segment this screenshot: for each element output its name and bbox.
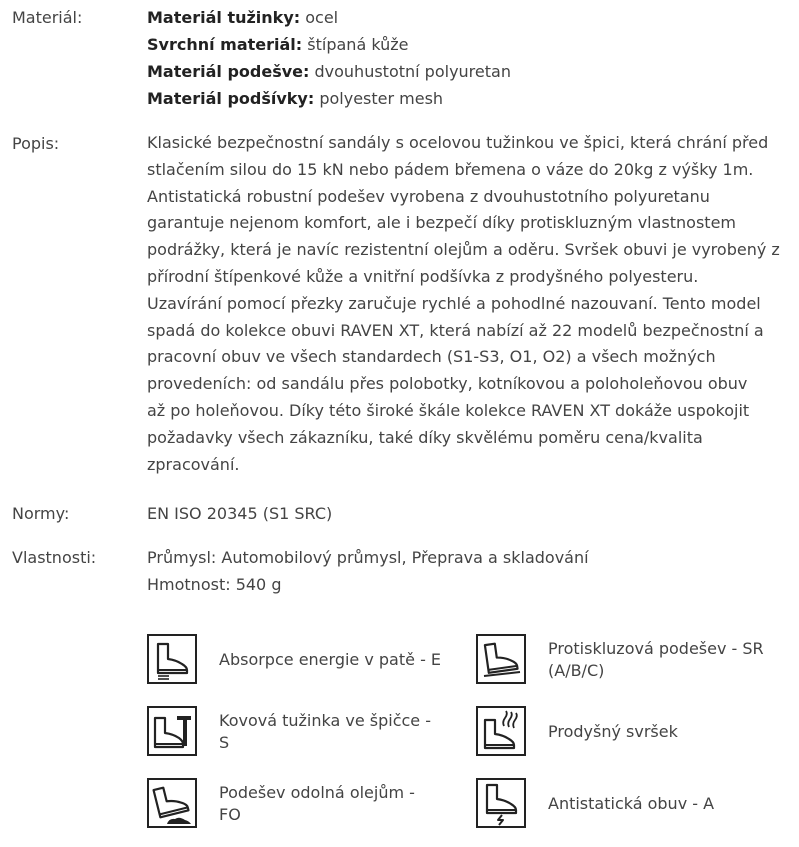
feature-line: FO	[219, 805, 241, 824]
material-item-value: dvouhustotní polyuretan	[314, 62, 511, 81]
feature-item	[147, 706, 477, 762]
description-line: Klasické bezpečnostní sandály s ocelovou tužinkou ve špici, která chrání před	[147, 133, 769, 152]
boot-steel-toecap-icon	[147, 706, 197, 756]
feature-line: (A/B/C)	[548, 661, 605, 680]
feature-item	[476, 778, 799, 834]
description-line: požadavky všech zákazníku, také díky skvělému poměru cena/kvalita	[147, 427, 703, 447]
description-line: provedeních: od sandálu přes polobotky, kotníkovou a poloholeňovou obuv	[147, 374, 748, 394]
description-line: zpracování.	[147, 454, 240, 474]
material-item	[147, 58, 787, 85]
description-text	[147, 130, 787, 478]
material-item-key: Materiál podšívky:	[147, 89, 315, 108]
feature-line: Absorpce energie v patě - E	[219, 650, 442, 669]
material-item-key: Materiál tužinky:	[147, 8, 301, 27]
description-line: Antistatická robustní podešev vyrobena z dvouhustotního polyuretanu	[147, 186, 710, 206]
feature-text	[219, 778, 469, 830]
description-line: stlačením silou do 15 kN nebo pádem břemena o váze do 20kg z výšky 1m.	[147, 159, 754, 179]
feature-text	[548, 778, 798, 830]
feature-line: Prodyšný svršek	[548, 722, 678, 741]
feature-text	[548, 634, 798, 686]
material-item	[147, 31, 787, 58]
feature-line: S	[219, 733, 230, 752]
material-item-value: polyester mesh	[319, 89, 444, 108]
material-label: Materiál:	[12, 8, 83, 27]
feature-text	[219, 706, 469, 758]
feature-line: Protiskluzová podešev - SR	[548, 639, 764, 658]
boot-oil-resistant-icon	[147, 778, 197, 828]
material-item-value: ocel	[305, 8, 339, 27]
description-line: pracovní obuv ve všech standardech (S1-S3, O1, O2) a všech možných	[147, 347, 716, 367]
feature-text	[219, 634, 469, 686]
feature-line: Kovová tužinka ve špičce -	[219, 711, 432, 730]
feature-item	[147, 778, 477, 834]
norms-label: Normy:	[12, 504, 70, 523]
description-line: podrážky, která je navíc rezistentní olejům a oděru. Svršek obuvi je vyrobený z	[147, 240, 780, 260]
properties-industry: Průmysl: Automobilový průmysl, Přeprava a skladování	[147, 548, 589, 567]
feature-item	[476, 634, 799, 690]
properties-label: Vlastnosti:	[12, 548, 97, 567]
material-item-key: Materiál podešve:	[147, 62, 310, 81]
feature-text	[548, 706, 798, 758]
boot-antistatic-icon	[476, 778, 526, 828]
boot-heel-absorption-icon	[147, 634, 197, 684]
description-line: spadá do kolekce obuvi RAVEN XT, která nabízí až 22 modelů bezpečnostní a	[147, 320, 764, 340]
description-line: až po holeňovou. Díky této široké škále kolekce RAVEN XT dokáže uspokojit	[147, 400, 750, 420]
boot-anti-slip-icon	[476, 634, 526, 684]
properties-values	[147, 544, 787, 598]
description-line: garantuje nejenom komfort, ale i bezpečí díky protiskluzným vlastnostem	[147, 213, 737, 233]
description-label: Popis:	[12, 134, 60, 153]
properties-weight: Hmotnost: 540 g	[147, 575, 282, 594]
norms-value: EN ISO 20345 (S1 SRC)	[147, 504, 333, 523]
boot-breathable-icon	[476, 706, 526, 756]
feature-item	[147, 634, 477, 690]
feature-line: Podešev odolná olejům -	[219, 783, 415, 802]
feature-item	[476, 706, 799, 762]
description-line: přírodní štípenkové kůže a vnitřní podšívka z prodyšného polyesteru.	[147, 266, 699, 286]
feature-line: Antistatická obuv - A	[548, 794, 715, 813]
material-item-value: štípaná kůže	[307, 35, 409, 54]
material-item	[147, 85, 787, 112]
material-item	[147, 4, 787, 31]
description-line: Uzavírání pomocí přezky zaručuje rychlé a pohodlné nazouvaní. Tento model	[147, 293, 761, 313]
material-item-key: Svrchní materiál:	[147, 35, 303, 54]
material-values	[147, 4, 787, 112]
